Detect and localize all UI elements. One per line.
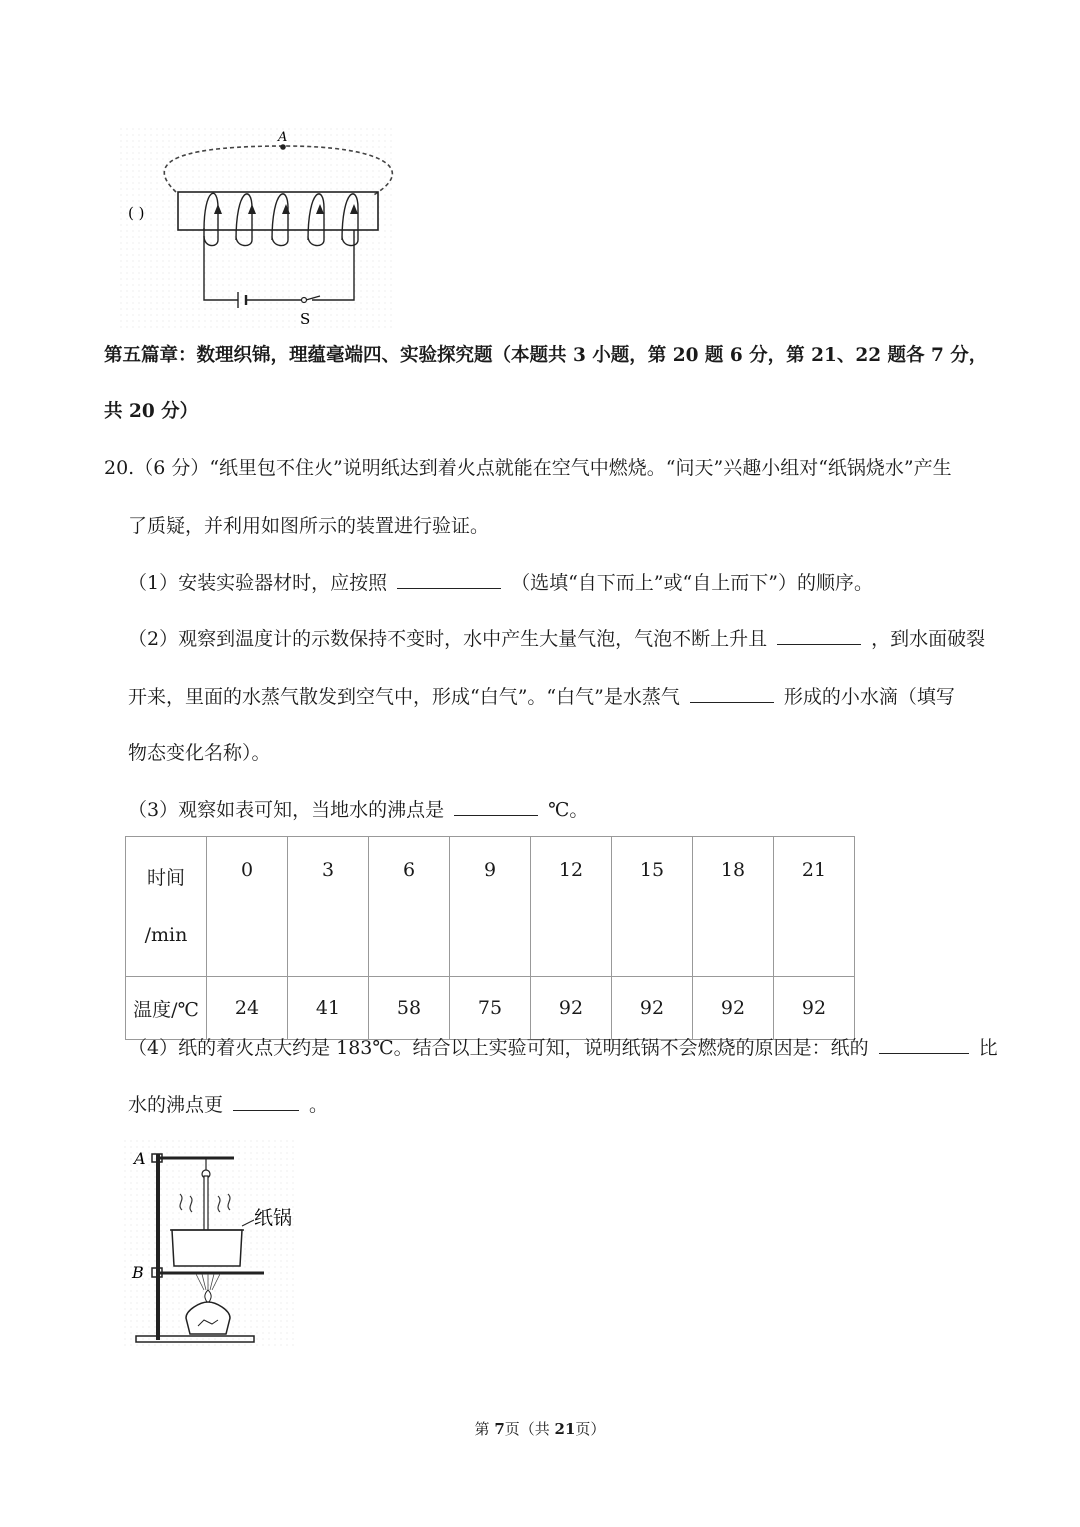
page-footer — [0, 1418, 1080, 1439]
section-heading-line1: 第五篇章：数理织锦，理蕴毫端四、实验探究题（本题共 3 小题，第 20 题 6 分，第 21、22 题各 7 分， — [104, 345, 988, 366]
table-cell: 15 — [612, 837, 693, 977]
page-total: 21 — [554, 1420, 576, 1438]
table-cell: 24 — [207, 977, 288, 1040]
switch-label: S — [300, 310, 311, 328]
label-b: B — [132, 1263, 144, 1282]
grid-background — [120, 128, 392, 328]
boiling-data-table — [125, 836, 855, 1040]
q20-part2-line1 — [128, 630, 985, 649]
solenoid-figure — [120, 128, 400, 328]
q20-part4-line1 — [128, 1039, 998, 1058]
answer-parens: ( ) — [128, 204, 145, 222]
q20-part3 — [128, 801, 588, 820]
stand-rod — [156, 1154, 160, 1340]
q20-part2-text-b: ，到水面破裂 — [871, 628, 986, 650]
q20-part4-line2 — [128, 1096, 328, 1115]
table-cell: 92 — [774, 977, 855, 1040]
table-cell: 3 — [288, 837, 369, 977]
table-cell: 41 — [288, 977, 369, 1040]
answer-blank-2[interactable] — [777, 643, 861, 645]
table-cell: 21 — [774, 837, 855, 977]
label-paper-pot: 纸锅 — [254, 1207, 293, 1229]
q20-part1 — [128, 574, 873, 593]
table-header-time — [126, 837, 207, 977]
table-cell: 12 — [531, 837, 612, 977]
section-heading-line2: 共 20 分） — [104, 401, 199, 422]
q20-part2-text-d: 形成的小水滴（填写 — [783, 686, 955, 708]
q20-part3-text-a: （3）观察如表可知，当地水的沸点是 — [128, 799, 445, 821]
table-cell: 92 — [612, 977, 693, 1040]
answer-blank-1[interactable] — [397, 587, 501, 589]
q20-part4-text-b: 比 — [978, 1037, 998, 1059]
table-cell: 75 — [450, 977, 531, 1040]
answer-blank-5[interactable] — [879, 1052, 969, 1054]
table-cell: 9 — [450, 837, 531, 977]
q20-part2-text-c: 开来，里面的水蒸气散发到空气中，形成“白气”。“白气”是水蒸气 — [128, 686, 680, 708]
table-row-temperature — [126, 977, 855, 1040]
table-row-time — [126, 837, 855, 977]
label-a: A — [134, 1149, 146, 1168]
answer-blank-6[interactable] — [233, 1109, 299, 1111]
point-a-dot — [280, 144, 286, 150]
q20-part4-text-c: 水的沸点更 — [128, 1094, 224, 1116]
table-header-temperature: 温度/℃ — [126, 977, 207, 1040]
table-cell: 58 — [369, 977, 450, 1040]
q20-part2-line3: 物态变化名称）。 — [128, 742, 271, 764]
q20-part3-text-b: ℃。 — [548, 799, 589, 821]
table-cell: 18 — [693, 837, 774, 977]
q20-part2-line2 — [128, 688, 955, 707]
table-cell: 92 — [693, 977, 774, 1040]
page-number: 7 — [494, 1420, 505, 1438]
table-cell: 0 — [207, 837, 288, 977]
answer-blank-4[interactable] — [454, 814, 538, 816]
q20-part1-text-a: （1）安装实验器材时，应按照 — [128, 572, 388, 594]
point-a-label: A — [278, 130, 288, 145]
q20-intro-line2: 了质疑，并利用如图所示的装置进行验证。 — [128, 515, 490, 537]
apparatus-figure — [124, 1140, 300, 1350]
table-cell: 92 — [531, 977, 612, 1040]
time-header-label: 时间 — [146, 866, 185, 889]
thermometer-icon — [204, 1176, 208, 1238]
answer-blank-3[interactable] — [690, 701, 774, 703]
footer-prefix: 第 — [474, 1420, 495, 1438]
q20-part4-text-a: （4）纸的着火点大约是 183℃。结合以上实验可知，说明纸锅不会燃烧的原因是：纸的 — [128, 1037, 869, 1059]
q20-part1-text-b: （选填“自下而上”或“自上而下”）的顺序。 — [511, 572, 873, 594]
time-header-unit: /min — [144, 923, 188, 946]
paper-pot — [172, 1230, 242, 1266]
q20-part2-text-a: （2）观察到温度计的示数保持不变时，水中产生大量气泡，气泡不断上升且 — [128, 628, 768, 650]
footer-suffix: 页） — [575, 1420, 606, 1438]
q20-intro-line1: 20.（6 分）“纸里包不住火”说明纸达到着火点就能在空气中燃烧。“问天”兴趣小组对“纸锅烧水”产生 — [104, 457, 952, 479]
q20-part4-text-d: 。 — [309, 1094, 329, 1116]
footer-mid: 页（共 — [504, 1420, 555, 1438]
table-cell: 6 — [369, 837, 450, 977]
